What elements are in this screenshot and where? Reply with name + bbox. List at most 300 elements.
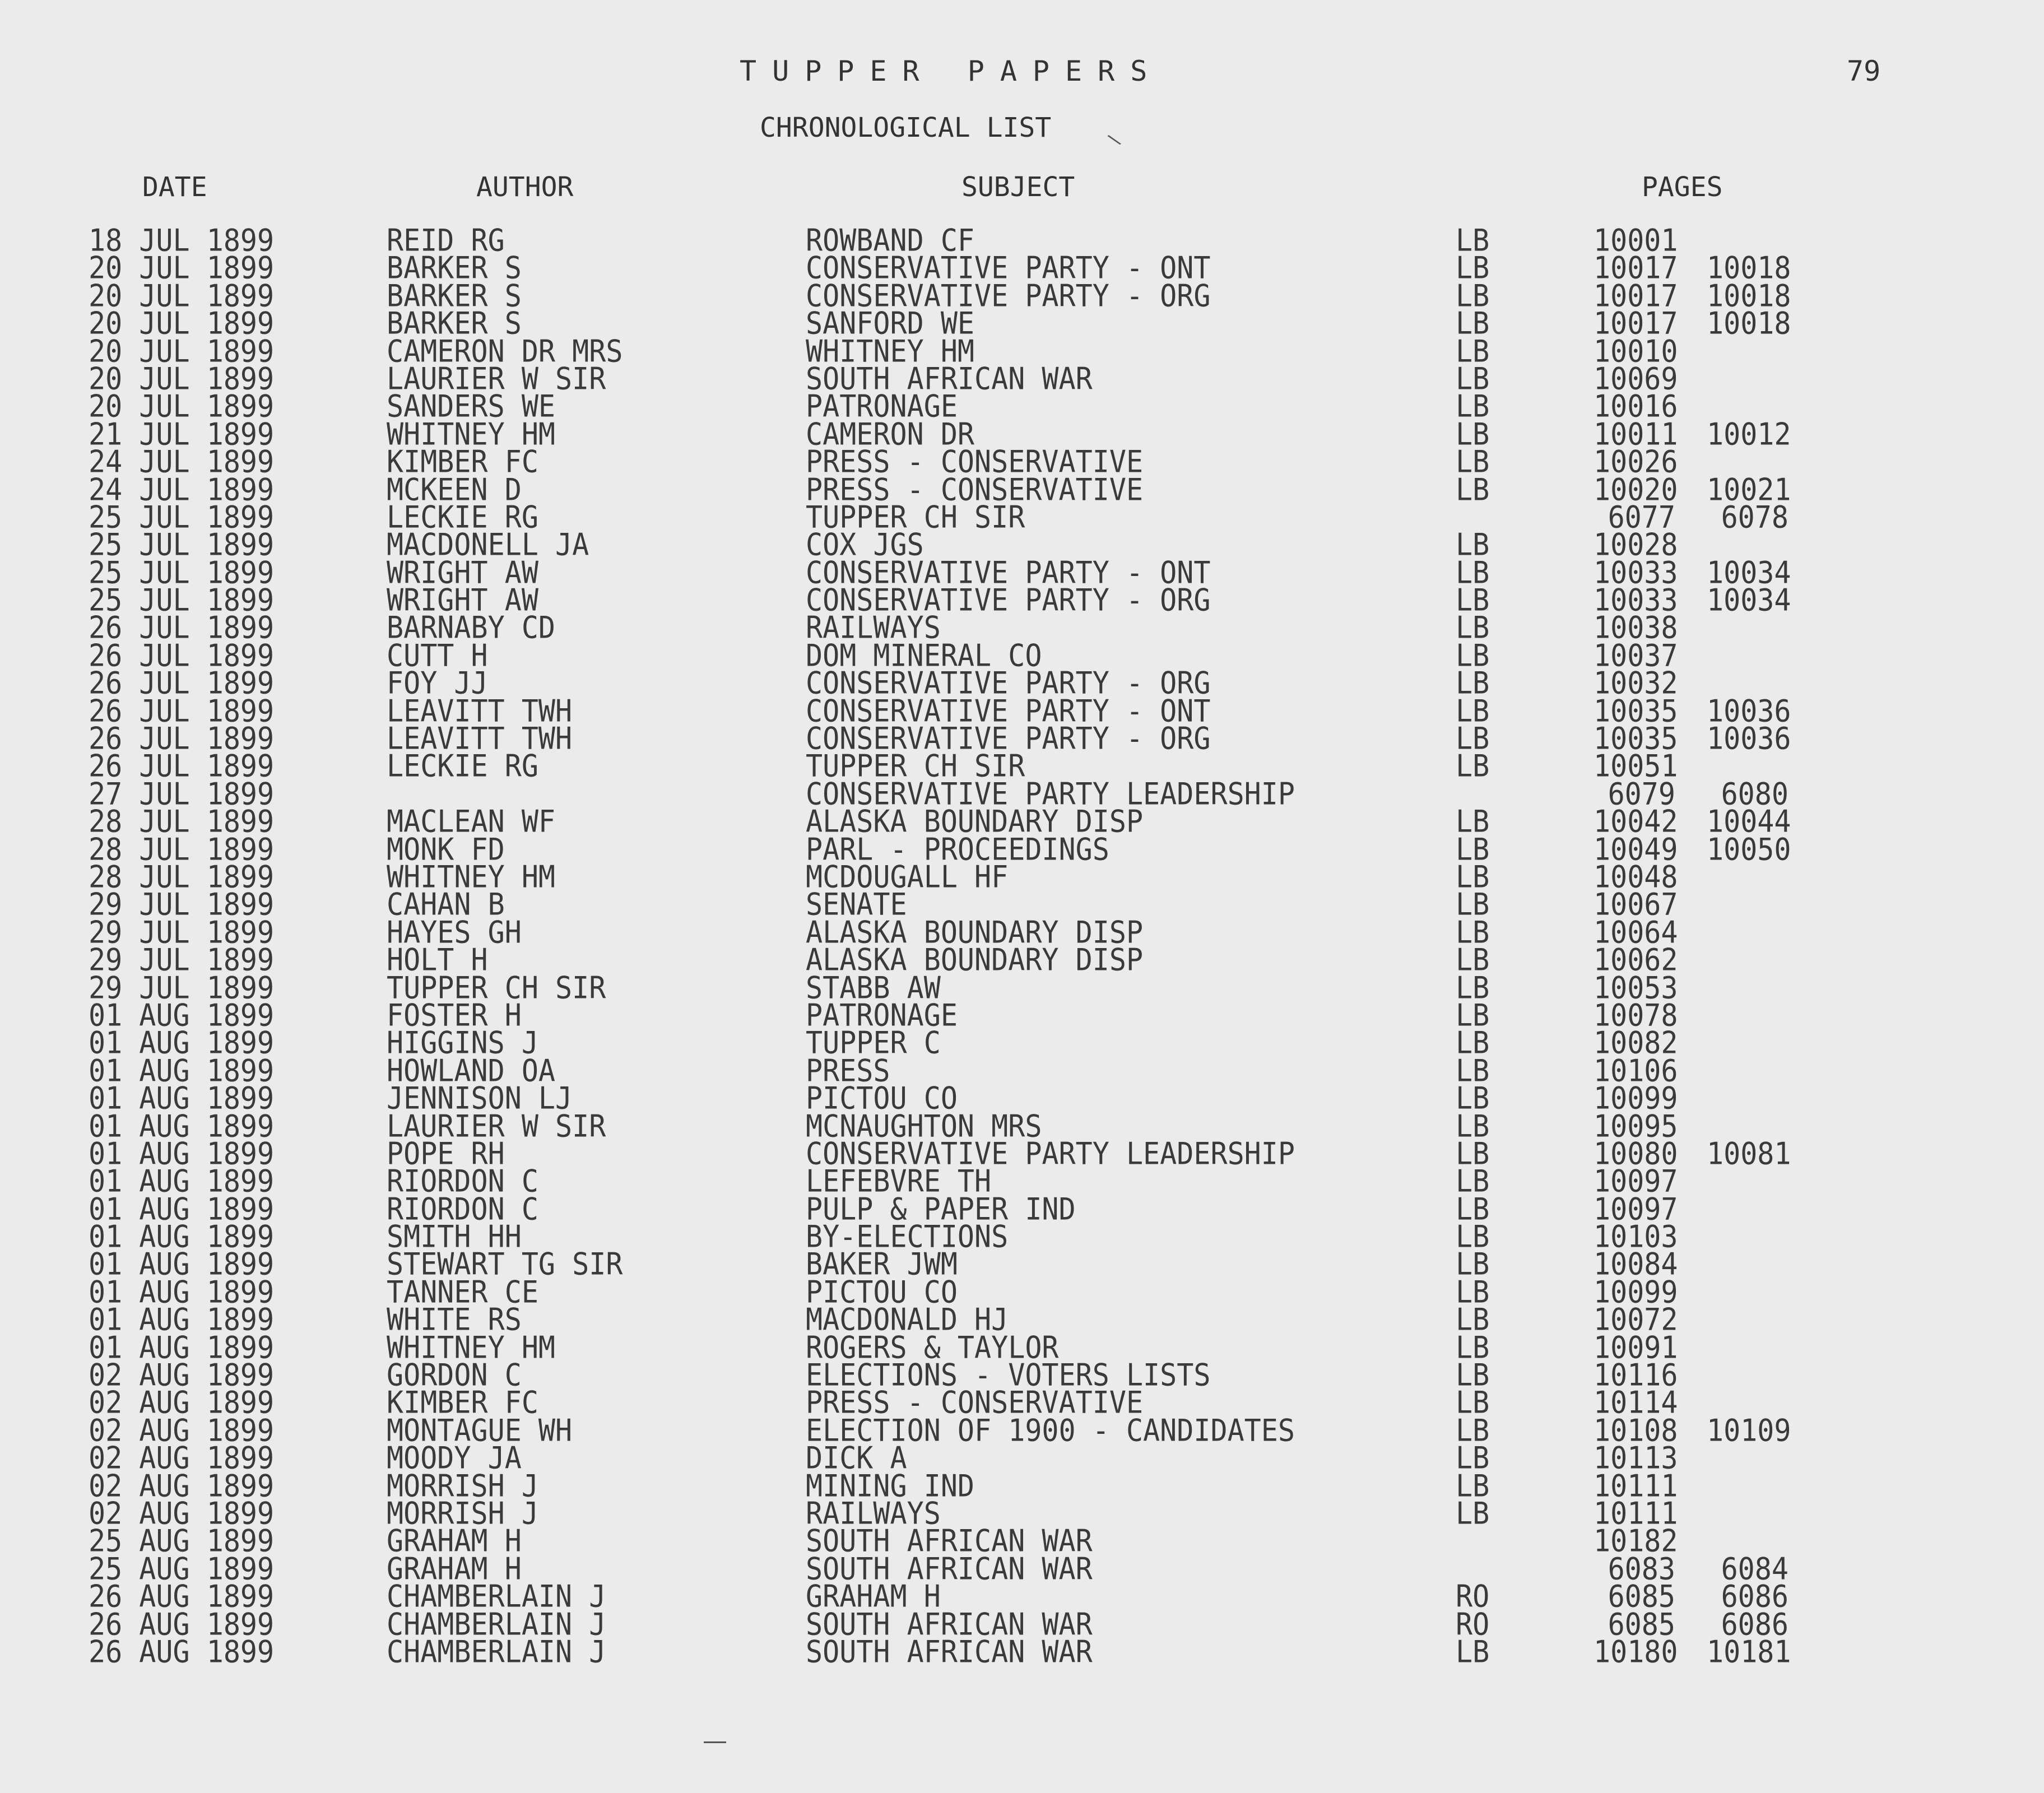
entry-author: BARNABY CD [387,610,556,645]
entry-code: LB [1456,361,1490,397]
entry-code: LB [1456,665,1490,701]
entry-date: 18 JUL 1899 [89,222,275,258]
table-row [0,693,2044,728]
entry-date: 01 AUG 1899 [89,1136,275,1172]
table-row [0,250,2044,286]
entry-page-start: 10180 [1594,1634,1678,1670]
table-row [0,222,2044,258]
entry-page-start: 10017 [1594,278,1678,314]
entry-subject: TUPPER CH SIR [806,749,1025,784]
entry-author: GRAHAM H [387,1551,522,1587]
table-row [0,832,2044,867]
table-row [0,776,2044,812]
entry-date: 01 AUG 1899 [89,1108,275,1144]
entry-page-end: 10021 [1707,472,1791,507]
entry-page-end: 10036 [1707,721,1791,756]
entry-author: MOODY JA [387,1440,522,1476]
entry-date: 01 AUG 1899 [89,1191,275,1227]
entry-author: BARKER S [387,278,522,314]
entry-page-start: 10042 [1594,803,1678,839]
entry-subject: WHITNEY HM [806,333,975,369]
entry-date: 25 JUL 1899 [89,582,275,618]
entry-page-start: 10032 [1594,665,1678,701]
entry-code: LB [1456,1053,1490,1089]
entry-date: 29 JUL 1899 [89,887,275,922]
entry-author: KIMBER FC [387,444,538,480]
entry-page-start: 10062 [1594,942,1678,978]
table-row [0,1108,2044,1144]
entry-page-start: 10095 [1594,1108,1678,1144]
entry-subject: PICTOU CO [806,1274,958,1310]
entry-date: 29 JUL 1899 [89,970,275,1005]
entry-date: 26 JUL 1899 [89,638,275,673]
entry-author: SMITH HH [387,1219,522,1255]
entry-code: LB [1456,555,1490,591]
entry-page-start: 10037 [1594,638,1678,673]
entry-author: WHITNEY HM [387,416,556,452]
entry-code: LB [1456,582,1490,618]
entry-subject: ELECTIONS - VOTERS LISTS [806,1357,1211,1393]
table-row [0,1080,2044,1116]
table-row [0,721,2044,756]
entry-subject: MINING IND [806,1468,975,1503]
entry-date: 02 AUG 1899 [89,1385,275,1420]
table-row [0,1551,2044,1587]
entry-page-start: 10026 [1594,444,1678,480]
entry-code: LB [1456,1163,1490,1199]
entry-code: LB [1456,1413,1490,1448]
entry-page-end: 10034 [1707,555,1791,591]
entry-author: JENNISON LJ [387,1080,573,1116]
entry-date: 26 JUL 1899 [89,721,275,756]
footer-dash [704,1741,726,1743]
entry-page-end: 10181 [1707,1634,1791,1670]
entry-subject: BY-ELECTIONS [806,1219,1009,1255]
table-row [0,1634,2044,1670]
entry-date: 25 JUL 1899 [89,527,275,563]
table-row [0,1247,2044,1282]
entry-code: LB [1456,222,1490,258]
entry-date: 20 JUL 1899 [89,278,275,314]
entry-subject: PICTOU CO [806,1080,958,1116]
entry-page-start: 10001 [1594,222,1678,258]
column-header-author: AUTHOR [476,171,574,203]
entry-date: 26 JUL 1899 [89,749,275,784]
table-row [0,499,2044,535]
entry-author: CHAMBERLAIN J [387,1578,606,1614]
entry-subject: SOUTH AFRICAN WAR [806,1634,1093,1670]
entry-subject: TUPPER CH SIR [806,499,1025,535]
entry-date: 26 AUG 1899 [89,1606,275,1642]
entry-page-start: 10097 [1594,1191,1678,1227]
entry-code: LB [1456,1468,1490,1503]
entry-subject: ROGERS & TAYLOR [806,1330,1059,1365]
entry-author: FOSTER H [387,997,522,1033]
entry-page-start: 10020 [1594,472,1678,507]
entry-subject: TUPPER C [806,1025,941,1061]
entry-subject: DOM MINERAL CO [806,638,1042,673]
entry-page-start: 10028 [1594,527,1678,563]
entry-code: LB [1456,527,1490,563]
entry-subject: CONSERVATIVE PARTY - ORG [806,721,1211,756]
entry-page-start: 10106 [1594,1053,1678,1089]
entry-date: 20 JUL 1899 [89,250,275,286]
table-row [0,305,2044,341]
stray-mark: \ [1105,128,1124,151]
entry-page-end: 10081 [1707,1136,1791,1172]
entry-date: 02 AUG 1899 [89,1357,275,1393]
entry-page-start: 10067 [1594,887,1678,922]
entry-author: WHITE RS [387,1302,522,1337]
entry-author: LECKIE RG [387,499,538,535]
entry-subject: RAILWAYS [806,1495,941,1531]
entry-code: LB [1456,1274,1490,1310]
entry-subject: CONSERVATIVE PARTY - ORG [806,582,1211,618]
entry-subject: ROWBAND CF [806,222,975,258]
table-row [0,333,2044,369]
entry-page-start: 10084 [1594,1247,1678,1282]
entry-code: LB [1456,305,1490,341]
entry-date: 20 JUL 1899 [89,305,275,341]
entry-author: WRIGHT AW [387,555,538,591]
entry-page-start: 10017 [1594,250,1678,286]
entry-date: 26 JUL 1899 [89,610,275,645]
entry-subject: CONSERVATIVE PARTY LEADERSHIP [806,1136,1295,1172]
entry-author: LECKIE RG [387,749,538,784]
entry-date: 28 JUL 1899 [89,832,275,867]
entry-code: LB [1456,914,1490,950]
entry-author: MONTAGUE WH [387,1413,573,1448]
entry-code: LB [1456,1136,1490,1172]
entry-code: LB [1456,859,1490,895]
table-row [0,444,2044,480]
entry-page-start: 10011 [1594,416,1678,452]
entry-date: 24 JUL 1899 [89,472,275,507]
table-row [0,997,2044,1033]
entry-subject: ALASKA BOUNDARY DISP [806,803,1144,839]
entry-subject: DICK A [806,1440,907,1476]
entry-date: 25 AUG 1899 [89,1523,275,1559]
entry-code: LB [1456,1440,1490,1476]
entry-author: MORRISH J [387,1468,538,1503]
entry-subject: ELECTION OF 1900 - CANDIDATES [806,1413,1295,1448]
entry-author: MACDONELL JA [387,527,589,563]
table-row [0,1191,2044,1227]
entry-page-start: 10116 [1594,1357,1678,1393]
table-row [0,1330,2044,1365]
entry-code: LB [1456,1080,1490,1116]
entry-date: 01 AUG 1899 [89,1219,275,1255]
entry-code: LB [1456,416,1490,452]
entry-subject: SANFORD WE [806,305,975,341]
entry-author: RIORDON C [387,1163,538,1199]
table-row [0,942,2044,978]
entry-page-start: 10097 [1594,1163,1678,1199]
entry-page-start: 6085 [1608,1606,1675,1642]
entry-page-start: 10108 [1594,1413,1678,1448]
entry-subject: CAMERON DR [806,416,975,452]
table-row [0,1523,2044,1559]
entry-subject: RAILWAYS [806,610,941,645]
entry-page-start: 6085 [1608,1578,1675,1614]
table-row [0,1274,2044,1310]
entry-subject: PRESS [806,1053,890,1089]
table-row [0,1606,2044,1642]
document-title: TUPPER PAPERS [740,55,1163,87]
entry-page-start: 10010 [1594,333,1678,369]
entry-code: LB [1456,1302,1490,1337]
table-row [0,1219,2044,1255]
entry-date: 29 JUL 1899 [89,914,275,950]
entry-page-start: 10033 [1594,555,1678,591]
column-header-pages: PAGES [1642,171,1723,203]
entry-page-start: 10103 [1594,1219,1678,1255]
entry-author: REID RG [387,222,505,258]
page-number: 79 [1847,55,1881,87]
table-row [0,1385,2044,1420]
entry-code: LB [1456,803,1490,839]
entry-code: LB [1456,638,1490,673]
entry-code: LB [1456,1247,1490,1282]
entry-author: BARKER S [387,305,522,341]
entry-author: LEAVITT TWH [387,693,573,728]
entry-subject: BAKER JWM [806,1247,958,1282]
entry-author: POPE RH [387,1136,505,1172]
entry-subject: PULP & PAPER IND [806,1191,1076,1227]
entry-subject: PATRONAGE [806,389,958,424]
entry-page-start: 10051 [1594,749,1678,784]
entry-subject: SOUTH AFRICAN WAR [806,1523,1093,1559]
entry-subject: COX JGS [806,527,924,563]
table-row [0,1025,2044,1061]
entry-subject: SENATE [806,887,907,922]
entry-subject: PRESS - CONSERVATIVE [806,1385,1144,1420]
entry-code: LB [1456,472,1490,507]
list-subtitle: CHRONOLOGICAL LIST [760,112,1052,143]
entry-subject: MCDOUGALL HF [806,859,1009,895]
entry-author: CHAMBERLAIN J [387,1606,606,1642]
entry-subject: PARL - PROCEEDINGS [806,832,1109,867]
entry-page-start: 10113 [1594,1440,1678,1476]
entry-date: 02 AUG 1899 [89,1468,275,1503]
entry-code: LB [1456,693,1490,728]
entry-subject: LEFEBVRE TH [806,1163,992,1199]
entry-page-start: 10114 [1594,1385,1678,1420]
entry-page-start: 10069 [1594,361,1678,397]
entry-date: 24 JUL 1899 [89,444,275,480]
entry-date: 21 JUL 1899 [89,416,275,452]
entry-subject: MACDONALD HJ [806,1302,1009,1337]
entry-code: LB [1456,1191,1490,1227]
entry-author: CUTT H [387,638,488,673]
entry-page-start: 10033 [1594,582,1678,618]
entry-date: 02 AUG 1899 [89,1440,275,1476]
entry-page-start: 10082 [1594,1025,1678,1061]
table-row [0,1468,2044,1503]
entry-date: 26 JUL 1899 [89,665,275,701]
entry-code: LB [1456,1634,1490,1670]
entry-subject: CONSERVATIVE PARTY - ONT [806,250,1211,286]
entry-page-start: 10016 [1594,389,1678,424]
table-row [0,1578,2044,1614]
table-row [0,1440,2044,1476]
table-row [0,749,2044,784]
entry-date: 25 JUL 1899 [89,555,275,591]
table-row [0,472,2044,507]
entry-page-start: 10091 [1594,1330,1678,1365]
entry-date: 01 AUG 1899 [89,1080,275,1116]
table-row [0,527,2044,563]
table-row [0,1053,2044,1089]
table-row [0,914,2044,950]
entry-date: 29 JUL 1899 [89,942,275,978]
entry-author: HOWLAND OA [387,1053,556,1089]
entry-date: 25 AUG 1899 [89,1551,275,1587]
entry-code: LB [1456,1495,1490,1531]
entry-subject: PATRONAGE [806,997,958,1033]
entry-author: LEAVITT TWH [387,721,573,756]
entry-page-start: 10049 [1594,832,1678,867]
entry-author: MORRISH J [387,1495,538,1531]
entry-page-end: 6080 [1721,776,1789,812]
entry-author: GRAHAM H [387,1523,522,1559]
entry-subject: STABB AW [806,970,941,1005]
entry-page-start: 6079 [1608,776,1675,812]
entry-date: 02 AUG 1899 [89,1413,275,1448]
entry-page-start: 6077 [1608,499,1675,535]
entry-code: LB [1456,942,1490,978]
entry-page-start: 10099 [1594,1274,1678,1310]
entry-code: LB [1456,1385,1490,1420]
table-row [0,970,2044,1005]
entry-code: LB [1456,887,1490,922]
entry-code: LB [1456,1330,1490,1365]
table-row [0,555,2044,591]
entry-date: 01 AUG 1899 [89,997,275,1033]
entry-page-start: 10053 [1594,970,1678,1005]
entry-date: 20 JUL 1899 [89,333,275,369]
entry-code: RO [1456,1606,1490,1642]
entry-page-start: 10111 [1594,1468,1678,1503]
column-header-subject: SUBJECT [961,171,1075,203]
table-row [0,803,2044,839]
entry-page-end: 10034 [1707,582,1791,618]
entry-author: LAURIER W SIR [387,1108,606,1144]
entry-date: 01 AUG 1899 [89,1330,275,1365]
entry-subject: CONSERVATIVE PARTY - ONT [806,555,1211,591]
entry-subject: CONSERVATIVE PARTY - ONT [806,693,1211,728]
entry-subject: CONSERVATIVE PARTY - ORG [806,278,1211,314]
entry-page-end: 6086 [1721,1606,1789,1642]
table-row [0,1413,2044,1448]
entry-author: WRIGHT AW [387,582,538,618]
entry-subject: GRAHAM H [806,1578,941,1614]
entry-date: 02 AUG 1899 [89,1495,275,1531]
entry-date: 26 AUG 1899 [89,1634,275,1670]
entry-subject: CONSERVATIVE PARTY LEADERSHIP [806,776,1295,812]
entry-subject: MCNAUGHTON MRS [806,1108,1042,1144]
entry-page-start: 10038 [1594,610,1678,645]
entry-page-start: 10035 [1594,721,1678,756]
entry-code: LB [1456,389,1490,424]
entry-subject: SOUTH AFRICAN WAR [806,1606,1093,1642]
entry-author: CAHAN B [387,887,505,922]
entry-code: LB [1456,832,1490,867]
table-row [0,1136,2044,1172]
entry-page-end: 6078 [1721,499,1789,535]
entry-page-start: 10182 [1594,1523,1678,1559]
table-row [0,1357,2044,1393]
entry-author: GORDON C [387,1357,522,1393]
entry-author: RIORDON C [387,1191,538,1227]
entry-author: TANNER CE [387,1274,538,1310]
entry-page-end: 6084 [1721,1551,1789,1587]
entry-subject: ALASKA BOUNDARY DISP [806,914,1144,950]
entry-page-end: 10018 [1707,250,1791,286]
entry-page-start: 10017 [1594,305,1678,341]
entry-author: WHITNEY HM [387,859,556,895]
table-row [0,610,2044,645]
entry-author: LAURIER W SIR [387,361,606,397]
entry-author: HOLT H [387,942,488,978]
entry-date: 20 JUL 1899 [89,389,275,424]
entry-subject: ALASKA BOUNDARY DISP [806,942,1144,978]
entry-page-start: 10099 [1594,1080,1678,1116]
entry-date: 01 AUG 1899 [89,1163,275,1199]
table-row [0,638,2044,673]
table-row [0,389,2044,424]
entry-date: 01 AUG 1899 [89,1302,275,1337]
chronological-list [0,222,2044,1670]
table-row [0,278,2044,314]
entry-author: MONK FD [387,832,505,867]
entry-author: STEWART TG SIR [387,1247,623,1282]
entry-page-end: 10109 [1707,1413,1791,1448]
entry-code: LB [1456,444,1490,480]
entry-subject: PRESS - CONSERVATIVE [806,472,1144,507]
entry-code: RO [1456,1578,1490,1614]
entry-subject: SOUTH AFRICAN WAR [806,361,1093,397]
table-row [0,416,2044,452]
entry-date: 27 JUL 1899 [89,776,275,812]
entry-page-start: 10072 [1594,1302,1678,1337]
entry-code: LB [1456,278,1490,314]
entry-code: LB [1456,610,1490,645]
table-row [0,859,2044,895]
entry-author: MACLEAN WF [387,803,556,839]
entry-date: 01 AUG 1899 [89,1274,275,1310]
entry-code: LB [1456,250,1490,286]
entry-author: KIMBER FC [387,1385,538,1420]
entry-author: BARKER S [387,250,522,286]
entry-author: WHITNEY HM [387,1330,556,1365]
entry-author: MCKEEN D [387,472,522,507]
table-row [0,361,2044,397]
table-row [0,582,2044,618]
table-row [0,1302,2044,1337]
entry-subject: SOUTH AFRICAN WAR [806,1551,1093,1587]
entry-author: FOY JJ [387,665,488,701]
entry-author: CHAMBERLAIN J [387,1634,606,1670]
table-row [0,887,2044,922]
entry-date: 01 AUG 1899 [89,1247,275,1282]
entry-code: LB [1456,1357,1490,1393]
entry-page-end: 10012 [1707,416,1791,452]
entry-page-end: 10018 [1707,305,1791,341]
entry-page-end: 10050 [1707,832,1791,867]
entry-author: CAMERON DR MRS [387,333,623,369]
entry-page-start: 10078 [1594,997,1678,1033]
